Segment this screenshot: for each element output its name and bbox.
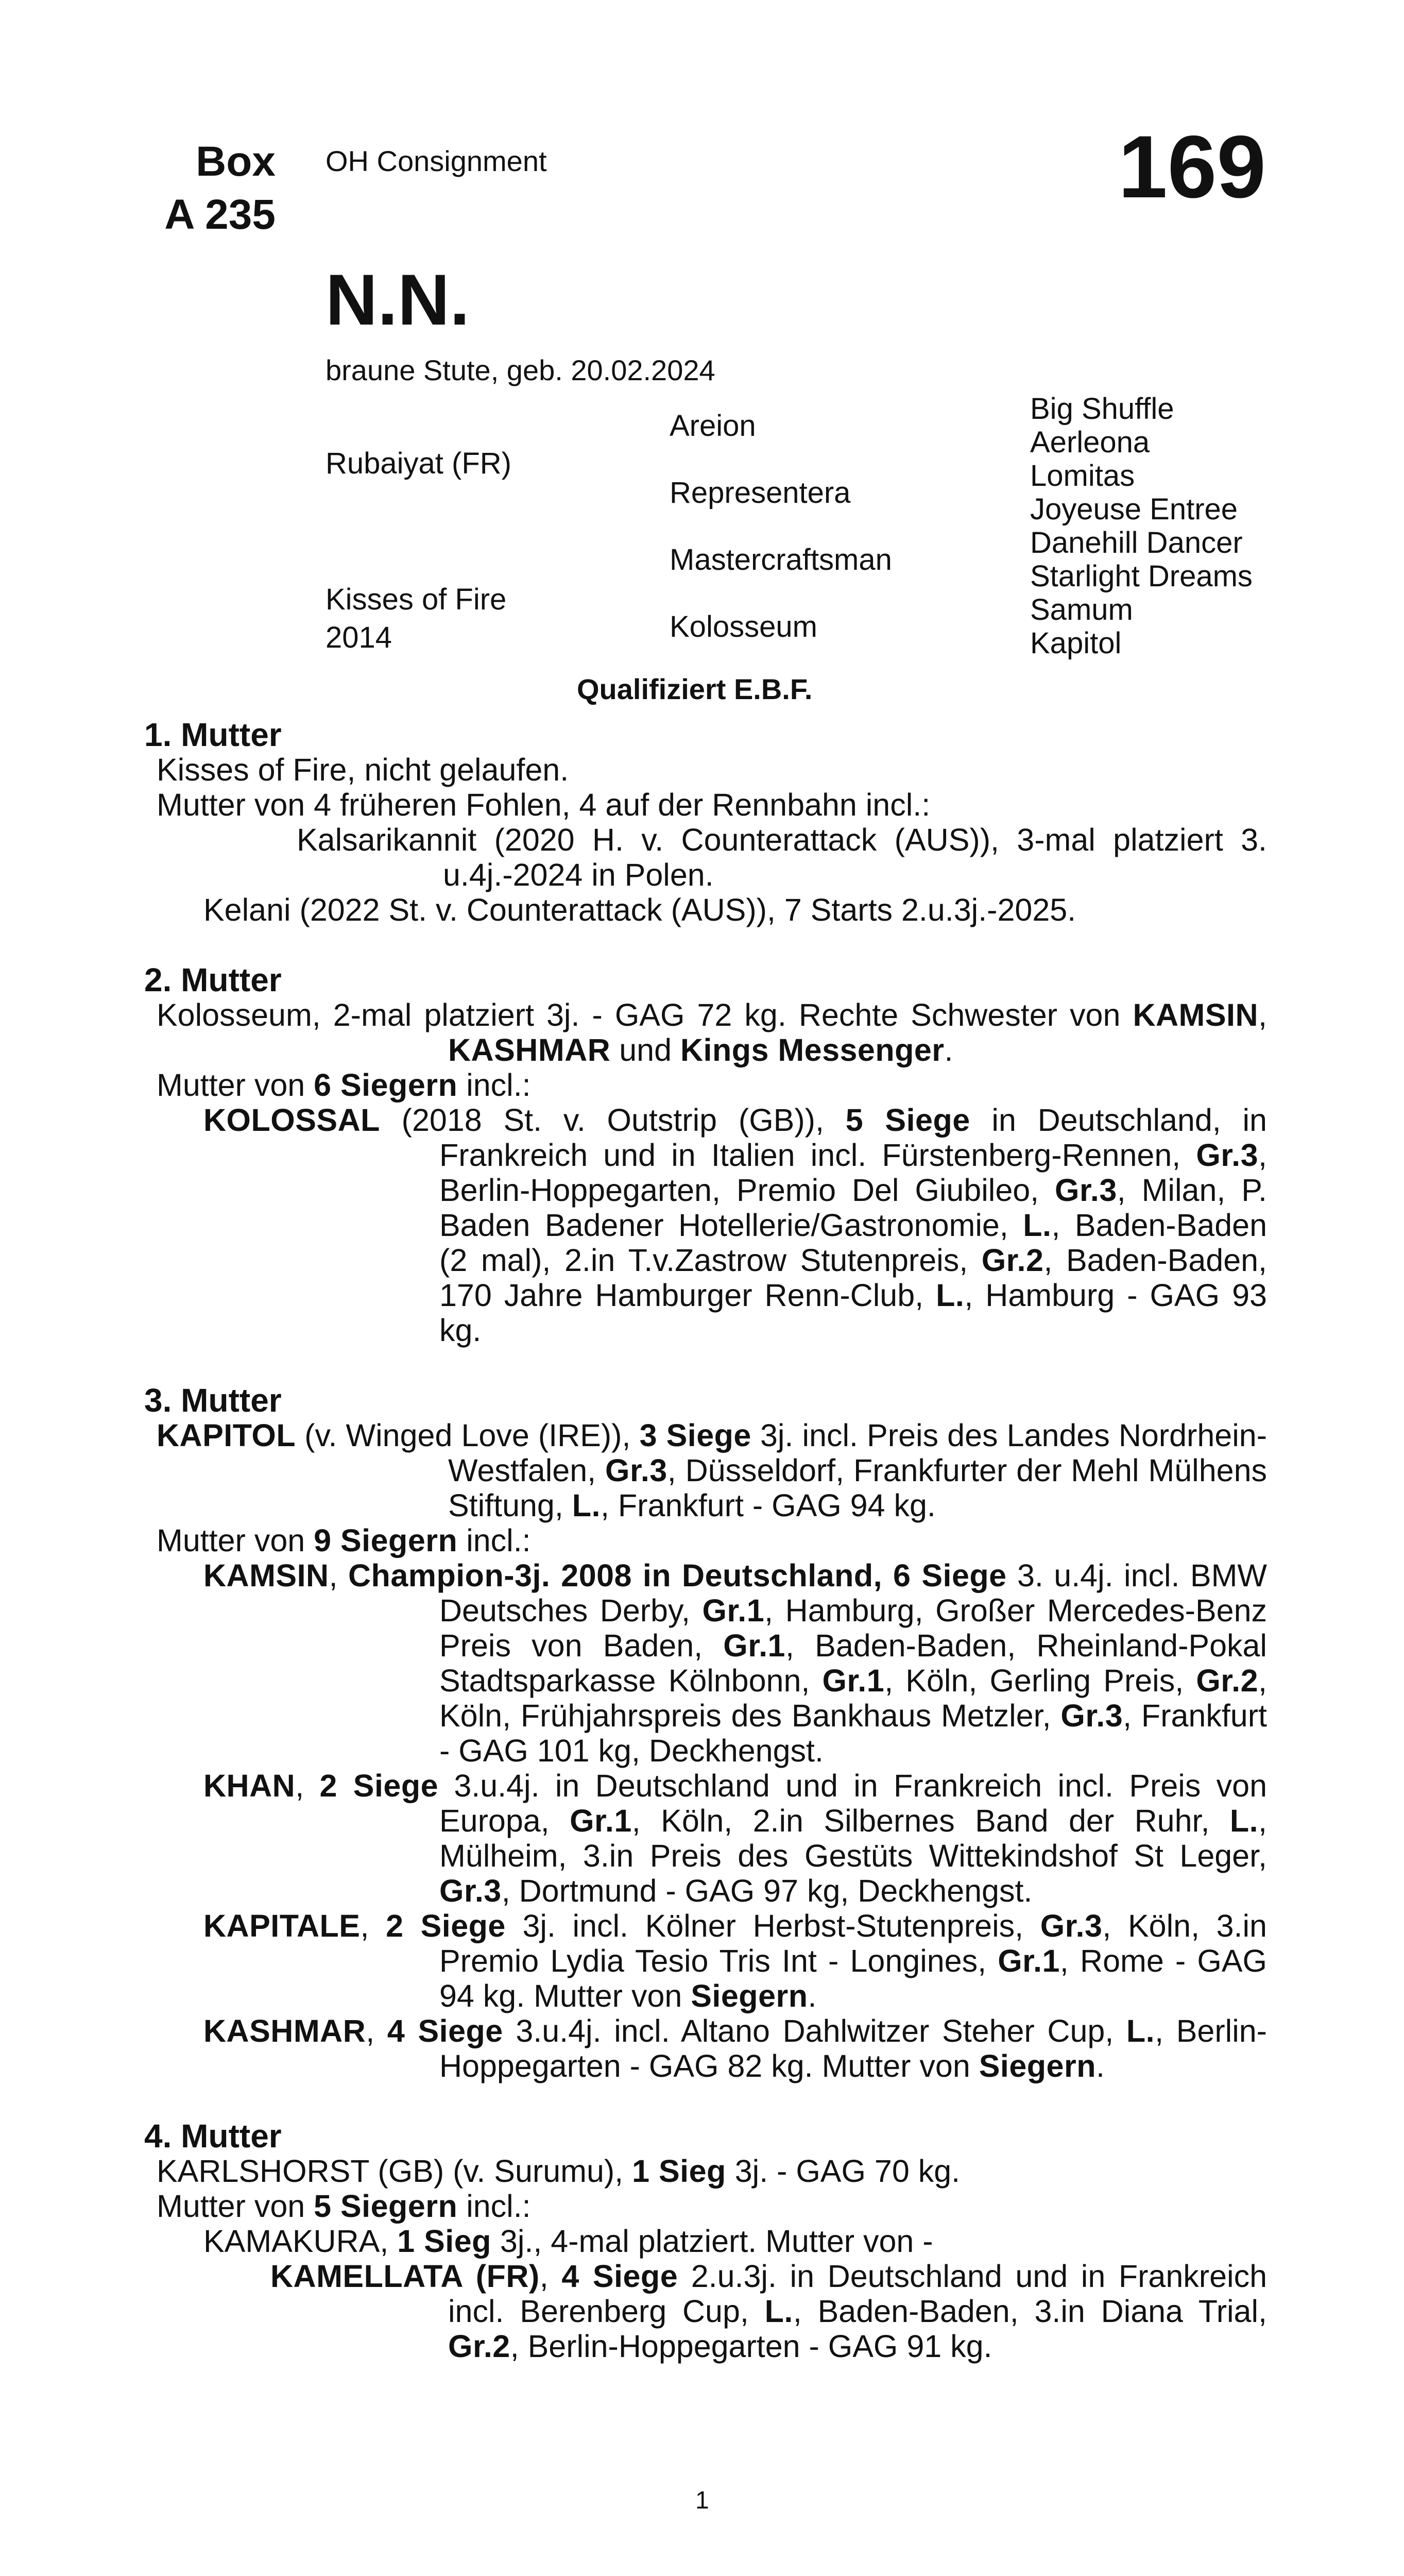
pedigree-g3-3: Lomitas — [1030, 459, 1135, 493]
dam-record: Kisses of Fire, nicht gelaufen. — [157, 752, 569, 787]
section-third-dam — [144, 1383, 1267, 2083]
page-number: 1 — [695, 2487, 709, 2514]
horse-description: braune Stute, geb. 20.02.2024 — [326, 354, 715, 386]
family-sections — [144, 717, 1267, 2364]
pedigree-dam-sire: Mastercraftsman — [670, 543, 892, 577]
box-label — [113, 135, 276, 242]
foal-entry: Kelani (2022 St. v. Counterattack (AUS)), 7 Starts 2.u.3j.-2025. — [203, 892, 1076, 927]
pedigree-dam: Kisses of Fire — [326, 583, 507, 616]
consignor: OH Consignment — [326, 145, 547, 177]
pedigree-dam-dam: Kolosseum — [670, 610, 817, 643]
foal-entry: KASHMAR, 4 Siege 3.u.4j. incl. Altano Dahlwitzer Steher Cup, L., Berlin-Hoppegarten - GAG 82 kg. Mutter von Siegern. — [203, 2013, 1267, 2083]
box-label-line2: A 235 — [164, 191, 276, 239]
pedigree-g3-5: Danehill Dancer — [1030, 526, 1243, 560]
pedigree-g3-2: Aerleona — [1030, 426, 1150, 459]
foal-entry: KAMELLATA (FR), 4 Siege 2.u.3j. in Deutschland und in Frankreich incl. Berenberg Cup, L., Baden-Baden, 3.in Diana Trial, Gr.2, Berlin-Hoppegarten - GAG 91 kg. — [270, 2259, 1268, 2364]
pedigree-g3-4: Joyeuse Entree — [1030, 493, 1238, 526]
foal-entry: Kalsarikannit (2020 H. v. Counterattack (AUS)), 3-mal platziert 3. u.4j.-2024 in Polen. — [297, 822, 1267, 892]
produce-summary: Mutter von 5 Siegern incl.: — [157, 2189, 531, 2224]
pedigree-sire-dam: Representera — [670, 476, 851, 510]
section-heading: 1. Mutter — [144, 716, 282, 753]
produce-summary: Mutter von 4 früheren Fohlen, 4 auf der Rennbahn incl.: — [157, 787, 931, 822]
pedigree-sire: Rubaiyat (FR) — [326, 447, 511, 480]
dam-record: KARLSHORST (GB) (v. Surumu), 1 Sieg 3j. - GAG 70 kg. — [157, 2154, 961, 2189]
pedigree-g3-7: Samum — [1030, 593, 1133, 626]
produce-summary: Mutter von 9 Siegern incl.: — [157, 1523, 531, 1558]
dam-record: KAPITOL (v. Winged Love (IRE)), 3 Siege 3j. incl. Preis des Landes Nordrhein-Westfalen, Gr.3, Düsseldorf, Frankfurter der Mehl Mülhens Stiftung, L., Frankfurt - GAG 94 kg. — [157, 1418, 1268, 1523]
section-heading: 3. Mutter — [144, 1382, 282, 1419]
foal-entry: KOLOSSAL (2018 St. v. Outstrip (GB)), 5 Siege in Deutschland, in Frankreich und in Italien incl. Fürstenberg-Rennen, Gr.3, Berlin-Hoppegarten, Premio Del Giubileo, Gr.3, Milan, P. Baden Badener Hotellerie/Gastronomie, L., Baden-Baden (2 mal), 2.in T.v.Zastrow Stutenpreis, Gr.2, Baden-Baden, 170 Jahre Hamburger Renn-Club, L., Hamburg - GAG 93 kg. — [203, 1103, 1267, 1348]
section-heading: 4. Mutter — [144, 2117, 282, 2155]
horse-name: N.N. — [326, 259, 470, 340]
section-fourth-dam — [144, 2119, 1267, 2364]
foal-entry: KHAN, 2 Siege 3.u.4j. in Deutschland und in Frankreich incl. Preis von Europa, Gr.1, Köln, 2.in Silbernes Band der Ruhr, L., Mülheim, 3.in Preis des Gestüts Wittekindshof St Leger, Gr.3, Dortmund - GAG 97 kg, Deckhengst. — [203, 1768, 1268, 1908]
qualification: Qualifiziert E.B.F. — [577, 673, 813, 705]
pedigree-g3-1: Big Shuffle — [1030, 392, 1174, 426]
pedigree-sire-sire: Areion — [670, 409, 756, 443]
foal-entry: KAMAKURA, 1 Sieg 3j., 4-mal platziert. Mutter von - — [203, 2224, 933, 2259]
foal-entry: KAPITALE, 2 Siege 3j. incl. Kölner Herbst-Stutenpreis, Gr.3, Köln, 3.in Premio Lydia Tesio Tris Int - Longines, Gr.1, Rome - GAG 94 kg. Mutter von Siegern. — [203, 1908, 1267, 2013]
foal-entry: KAMSIN, Champion-3j. 2008 in Deutschland, 6 Siege 3. u.4j. incl. BMW Deutsches Derby, Gr.1, Hamburg, Großer Mercedes-Benz Preis von Baden, Gr.1, Baden-Baden, Rheinland-Pokal Stadtsparkasse Kölnbonn, Gr.1, Köln, Gerling Preis, Gr.2, Köln, Frühjahrspreis des Bankhaus Metzler, Gr.3, Frankfurt - GAG 101 kg, Deckhengst. — [203, 1558, 1268, 1768]
box-label-line1: Box — [196, 138, 276, 185]
produce-summary: Mutter von 6 Siegern incl.: — [157, 1067, 531, 1103]
pedigree-g3-6: Starlight Dreams — [1030, 560, 1253, 593]
pedigree-dam-year: 2014 — [326, 621, 392, 654]
section-heading: 2. Mutter — [144, 961, 282, 998]
lot-number: 169 — [1118, 117, 1266, 216]
dam-record: Kolosseum, 2-mal platziert 3j. - GAG 72 kg. Rechte Schwester von KAMSIN, KASHMAR und Kings Messenger. — [157, 997, 1267, 1067]
section-second-dam — [144, 962, 1267, 1348]
pedigree-g3-8: Kapitol — [1030, 626, 1122, 660]
section-first-dam — [144, 717, 1267, 927]
